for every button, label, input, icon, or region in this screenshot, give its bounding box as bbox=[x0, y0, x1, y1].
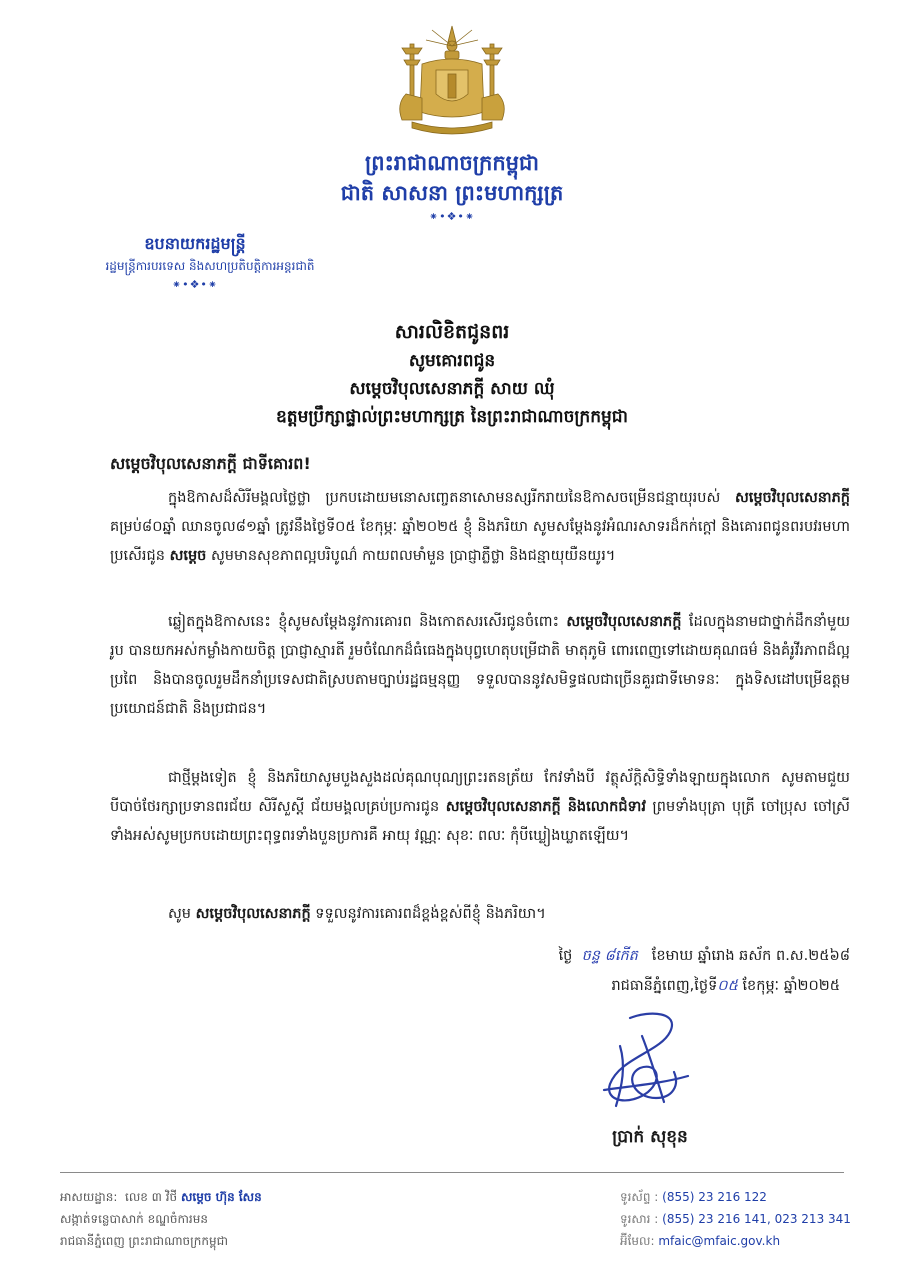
footer-address: អាសយដ្ឋាន: លេខ ៣ វិថី សម្តេច ហ៊ុន សែន សង្កាត់ទន្លេបាសាក់ ខណ្ឌចំការមន រាជធានីភ្នំពេញ ព្រះរាជាណាចក្រកម្ពុជា bbox=[60, 1190, 262, 1248]
paragraph-1: ក្នុងឱកាសដ៏សិរីមង្គលថ្លៃថ្លា ប្រកបដោយមនោសញ្ចេតនាសោមនស្សរីករាយនៃឱកាសចម្រើនជន្មាយុរបស់ សម្តេចវិបុលសេនាភក្តី គម្រប់៨០ឆ្នាំ ឈានចូល៨១ឆ្នាំ ត្រូវនឹងថ្ងៃទី០៥ ខែកុម្ភៈ ឆ្នាំ២០២៥ ខ្ញុំ និងភរិយា សូមសម្តែងនូវអំណរសាទរដ៏កក់ក្តៅ និងគោរពជូនពរបវរមហាប្រសើរជូន សម្តេច សូមមានសុខភាពល្អបរិបូណ៌ កាយពលមាំមួន ប្រាជ្ញាភ្លឺថ្លា និងជន្មាយុយឺនយូរ។ bbox=[110, 490, 850, 564]
handwritten-day: ០៥ bbox=[717, 978, 738, 994]
letter-title: សារលិខិតជូនពរ bbox=[394, 321, 510, 343]
paragraph-2: ឆ្លៀតក្នុងឱកាសនេះ ខ្ញុំសូមសម្តែងនូវការគោរព និងកោតសរសើរជូនចំពោះ សម្តេចវិបុលសេនាភក្តី ដែលក្នុងនាមជាថ្នាក់ដឹកនាំមួយរូប បានយកអស់កម្លាំងកាយចិត្ត ប្រាជ្ញាស្មារតី រួមចំណែកដ៏ធំធេងក្នុងបុព្វហេតុបម្រើជាតិ មាតុភូមិ ពោរពេញទៅដោយគុណធម៌ និងគំរូវីរភាពដ៏ល្អប្រពៃ និងបានចូលរួមដឹកនាំប្រទេសជាតិស្របតាមច្បាប់រដ្ឋធម្មនុញ្ញ ទទួលបាននូវសមិទ្ធផលជាច្រើនគួរជាទីមោទនៈ ក្នុងទិសដៅបម្រើឧត្តមប្រយោជន៍ជាតិ និងប្រជាជន។ bbox=[110, 614, 850, 717]
fax-number: (855) 23 216 141, 023 213 341 bbox=[662, 1212, 851, 1226]
ornament-divider-icon: ⁕•❖•⁕ bbox=[428, 210, 476, 223]
ministry-title: ឧបនាយករដ្ឋមន្ត្រី bbox=[144, 234, 246, 253]
place-date-line: រាជធានីភ្នំពេញ,ថ្ងៃទី០៥ ខែកុម្ភៈ ឆ្នាំ២០២៥ bbox=[611, 978, 840, 994]
letter-recipient: សម្តេចវិបុលសេនាភក្តី សាយ ឈុំ bbox=[349, 379, 555, 399]
royal-emblem-icon bbox=[392, 24, 512, 142]
lunar-date-line: ថ្ងៃ ចន្ទ ៨កើត ខែមាឃ ឆ្នាំរោង ឆស័ក ព.ស.២៥៦៨ bbox=[558, 948, 850, 964]
handwritten-lunar-date: ចន្ទ ៨កើត bbox=[581, 948, 638, 964]
email-link[interactable]: mfaic@mfaic.gov.kh bbox=[658, 1234, 781, 1248]
ministry-subtitle: រដ្ឋមន្ត្រីការបរទេស និងសហប្រតិបត្តិការអន្តរជាតិ bbox=[105, 259, 315, 273]
ornament-divider-icon: ⁕•❖•⁕ bbox=[171, 278, 219, 291]
footer-contacts: ទូរស័ព្ទ : (855) 23 216 122 ទូរសារ : (855) 23 216 141, 023 213 341 អ៊ីមែល: mfaic@mfaic.gov.kh bbox=[620, 1190, 851, 1248]
signer-name: ប្រាក់ សុខុន bbox=[612, 1127, 688, 1147]
footer-divider bbox=[60, 1172, 844, 1173]
national-motto: ជាតិ សាសនា ព្រះមហាក្សត្រ bbox=[340, 181, 564, 205]
paragraph-3: ជាថ្មីម្តងទៀត ខ្ញុំ និងភរិយាសូមបួងសួងដល់គុណបុណ្យព្រះរតនត្រ័យ កែវទាំងបី វត្ថុស័ក្តិសិទ្ធិទាំងឡាយក្នុងលោក សូមតាមជួយបីបាច់ថែរក្សាប្រទានពរជ័យ សិរីសួស្តី ជ័យមង្គលគ្រប់ប្រការជូន សម្តេចវិបុលសេនាភក្តី និងលោកជំទាវ ព្រមទាំងបុត្រា បុត្រី ចៅប្រុស ចៅស្រីទាំងអស់សូមប្រកបដោយព្រះពុទ្ធពរទាំងបួនប្រការគឺ អាយុ វណ្ណៈ សុខៈ ពលៈ កុំបីឃ្លៀងឃ្លាតឡើយ។ bbox=[110, 770, 850, 844]
phone-number: (855) 23 216 122 bbox=[662, 1190, 767, 1204]
paragraph-4: សូម សម្តេចវិបុលសេនាភក្តី ទទួលនូវការគោរពដ៏ខ្ពង់ខ្ពស់ពីខ្ញុំ និងភរិយា។ bbox=[168, 906, 546, 922]
letter-recipient-title: ឧត្តមប្រឹក្សាផ្ទាល់ព្រះមហាក្សត្រ នៃព្រះរាជាណាចក្រកម្ពុជា bbox=[276, 407, 628, 427]
signature-icon bbox=[560, 1006, 730, 1116]
kingdom-name: ព្រះរាជាណាចក្រកម្ពុជា bbox=[364, 151, 539, 175]
salutation: សម្តេចវិបុលសេនាភក្តី ជាទីគោរព! bbox=[110, 454, 311, 473]
letter-to-line: សូមគោរពជូន bbox=[408, 351, 496, 371]
